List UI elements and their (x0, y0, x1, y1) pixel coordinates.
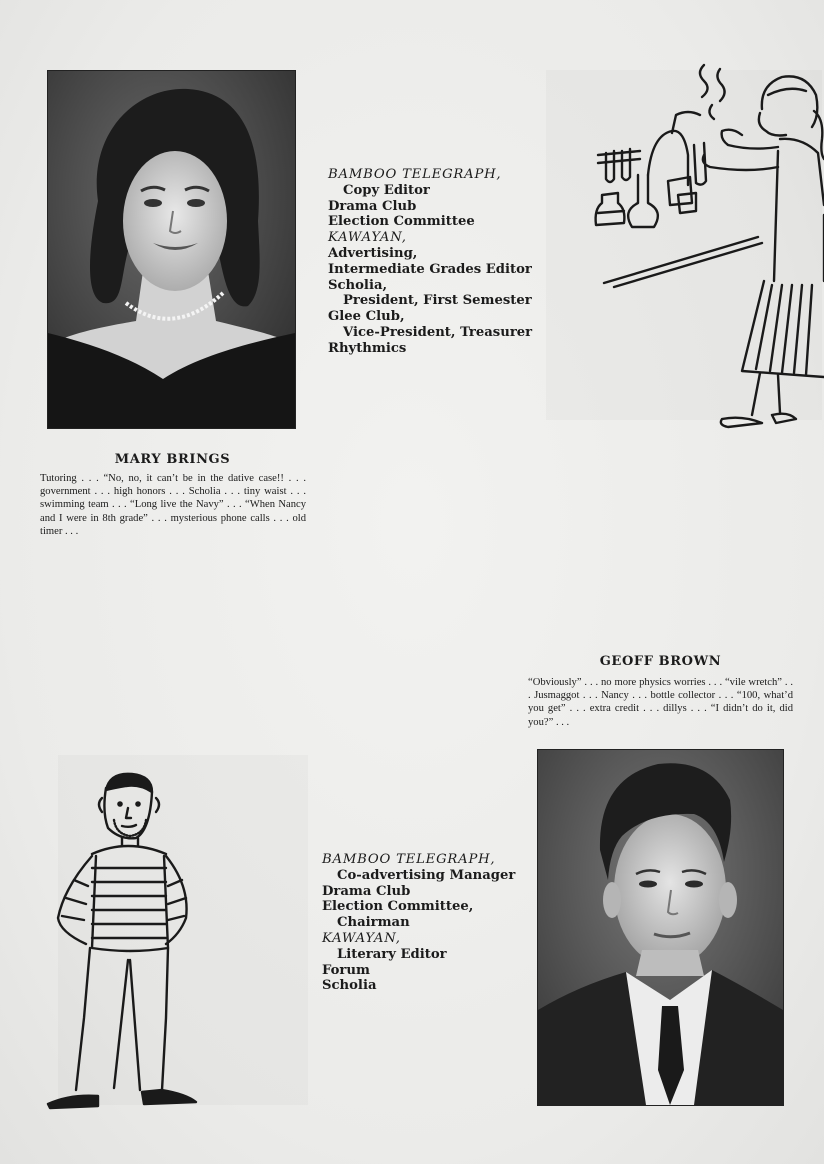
activity-item: Election Committee, (322, 899, 474, 915)
activity-item: Copy Editor (343, 182, 430, 198)
activities-list-geoff (322, 852, 515, 994)
chemistry-girl-illustration (592, 55, 824, 435)
student-name-geoff: GEOFF BROWN (599, 654, 722, 669)
activity-item: Rhythmics (328, 340, 407, 356)
activity-item: Literary Editor (337, 946, 447, 962)
student-bio-mary: Tutoring . . . “No, no, it can’t be in the dative case!! . . . government . . . high honors . . . Scholia . . . tiny waist . . . swimming team . . . “Long live the Navy” . . . “When Nancy and I were in 8th grade” . . . mysterious phone calls . . . old timer . . . (40, 473, 306, 537)
striped-sweater-boy-illustration (40, 768, 205, 1113)
activity-item: BAMBOO TELEGRAPH, (328, 167, 502, 182)
activities-list-mary (328, 167, 532, 357)
portrait-photo-geoff (538, 750, 783, 1105)
activity-item: President, First Semester (343, 293, 532, 309)
activity-item: Drama Club (328, 198, 417, 214)
activity-item: Intermediate Grades Editor (328, 261, 532, 277)
activity-item: BAMBOO TELEGRAPH, (322, 852, 496, 867)
activity-item: Vice-President, Treasurer (343, 324, 533, 340)
activity-item: Scholia, (328, 277, 388, 293)
activity-item: Chairman (337, 915, 410, 931)
student-bio-geoff: “Obviously” . . . no more physics worries . . . “vile wretch” . . . Jusmaggot . . . Nancy . . . bottle collector . . . “100, what’d you get” . . . extra credit . . . dillys . . . “I didn’t do it, did you?” . . . (528, 677, 793, 728)
activity-item: Advertising, (328, 245, 418, 261)
activity-item: Scholia (322, 978, 377, 994)
activity-item: KAWAYAN, (322, 930, 401, 946)
activity-item: Forum (322, 962, 370, 978)
activity-item: Glee Club, (328, 309, 405, 325)
portrait-photo-mary (48, 71, 295, 428)
activity-item: KAWAYAN, (328, 230, 407, 246)
activity-item: Co-advertising Manager (337, 867, 516, 883)
activity-item: Drama Club (322, 883, 411, 899)
student-name-mary: MARY BRINGS (114, 452, 231, 467)
activity-item: Election Committee (328, 214, 475, 230)
